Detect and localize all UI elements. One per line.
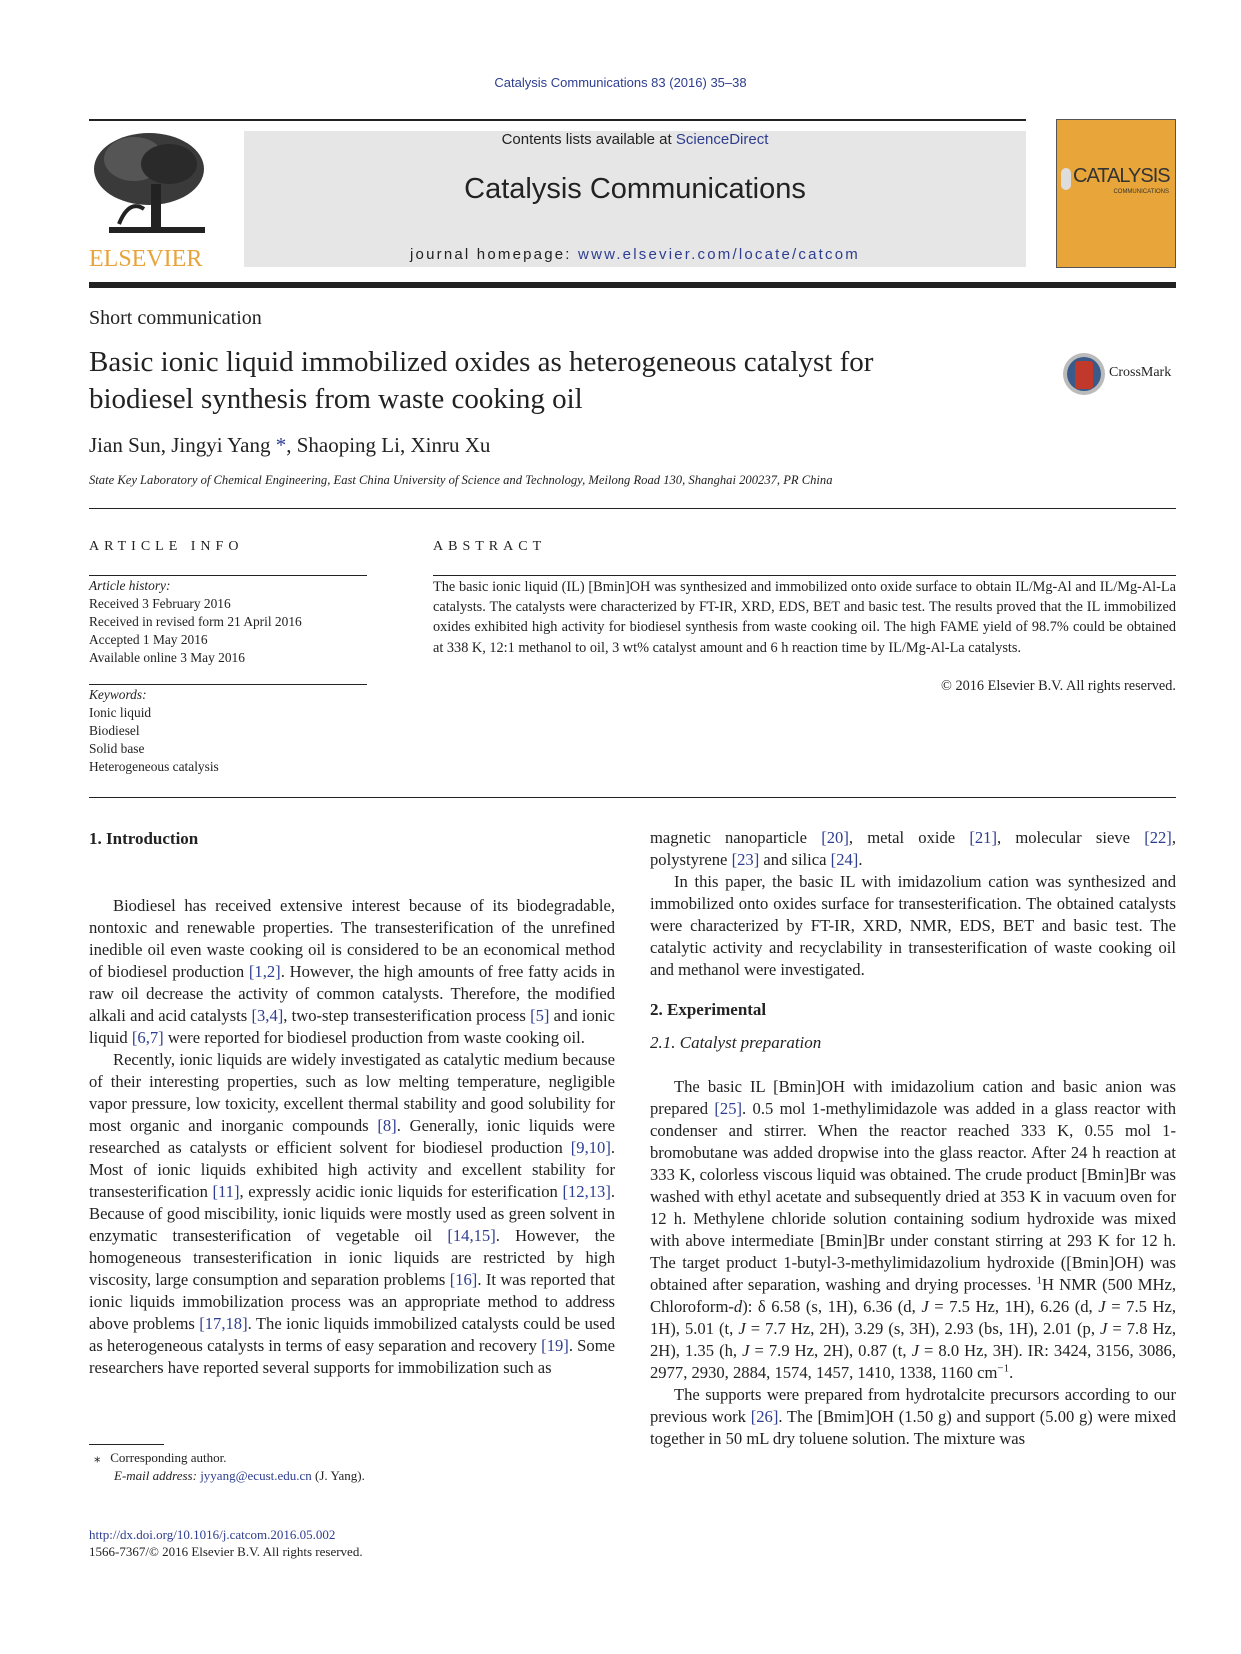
section-introduction-heading: 1. Introduction xyxy=(89,829,199,848)
footnote xyxy=(94,1449,365,1485)
text-run: . However, the high amounts of free fatty acids in raw oil decrease the activity of common catalysts. Therefore, the modified alkali and acid catalysts xyxy=(89,962,615,1025)
issn-line: 1566-7367/© 2016 Elsevier B.V. All rights reserved. xyxy=(89,1544,363,1559)
journal-name: Catalysis Communications xyxy=(464,173,806,205)
citation-link[interactable]: [11] xyxy=(212,1182,240,1201)
crossmark-icon xyxy=(1062,352,1106,396)
citation-link[interactable]: [16] xyxy=(449,1270,478,1289)
top-rule xyxy=(89,119,1026,121)
text-run: . Because of good miscibility, ionic liquids were mostly used as green solvent in enzymatic transesterification of vegetable oil xyxy=(89,1182,615,1245)
article-info-heading: ARTICLE INFO xyxy=(89,539,244,554)
crossmark-badge[interactable] xyxy=(1062,352,1176,396)
text-run: . 0.5 mol 1-methylimidazole was added in a glass reactor with condenser and stirrer. When the reactor reached 333 K, 0.55 mol 1-bromobutane was added dropwise into the glass reactor. After 24 h reaction at 333 K, colorless viscous liquid was obtained. The crude product [Bmin]Br was washed with ethyl acetate and subsequently dried at 353 K in vacuum oven for 12 h. Methylene chloride solution containing sodium hydroxide was mixed with above intermediate [Bmin]Br under constant stirring at 293 K for 12 h. The target product 1-butyl-3-methylimidazolium hydroxide ([Bmin]OH) was obtained after separation, washing and drying processes. xyxy=(650,1099,1177,1294)
citation-link[interactable]: [12,13] xyxy=(562,1182,611,1201)
article-title xyxy=(89,344,873,418)
text-run: ): δ 6.58 (s, 1H), 6.36 (d, xyxy=(742,1297,922,1316)
superscript: −1 xyxy=(997,1362,1010,1375)
keywords-label: Keywords: xyxy=(89,687,147,702)
paragraph xyxy=(650,1076,1176,1384)
citation-link[interactable]: [19] xyxy=(541,1336,569,1355)
email-link[interactable]: jyyang@ecust.edu.cn xyxy=(200,1468,312,1483)
history-item: Received in revised form 21 April 2016 xyxy=(89,614,302,629)
history-item: Available online 3 May 2016 xyxy=(89,650,245,665)
text-run: J xyxy=(1098,1297,1106,1316)
citation-link[interactable]: [20] xyxy=(821,828,849,847)
text-run: , expressly acidic ionic liquids for esterification xyxy=(239,1182,563,1201)
text-run: . xyxy=(858,850,863,869)
subsection-catalyst-preparation-heading: 2.1. Catalyst preparation xyxy=(650,1033,822,1052)
paragraph xyxy=(89,895,615,1049)
text-run: . Some researchers have reported several supports for immobilization such as xyxy=(89,1336,615,1377)
footnote-marker: ⁎ xyxy=(94,1450,101,1465)
divider xyxy=(89,575,367,576)
footnote-rule xyxy=(89,1444,164,1445)
header-thick-rule xyxy=(89,282,1176,288)
elsevier-logo[interactable] xyxy=(89,129,215,271)
text-run: J xyxy=(738,1319,746,1338)
text-run: . The [Bmim]OH (1.50 g) and support (5.00 g) were mixed together in 50 mL dry toluene solution. The mixture was xyxy=(650,1407,1177,1448)
text-run: . Most of ionic liquids exhibited high activity and excellent stability for transesterification xyxy=(89,1138,615,1201)
cover-ring-icon xyxy=(1061,168,1071,190)
doi-link[interactable]: http://dx.doi.org/10.1016/j.catcom.2016.05.002 xyxy=(89,1527,336,1542)
citation-link[interactable]: [3,4] xyxy=(251,1006,284,1025)
homepage-label: journal homepage: xyxy=(410,246,579,263)
text-run: J xyxy=(911,1341,919,1360)
text-run: and silica xyxy=(759,850,831,869)
citation-link[interactable]: [25] xyxy=(714,1099,743,1118)
divider xyxy=(433,575,1176,576)
text-run: J xyxy=(742,1341,750,1360)
text-run: and ionic liquid xyxy=(89,1006,616,1047)
text-run: = 7.5 Hz, 1H), 5.01 (t, xyxy=(650,1297,1176,1338)
journal-citation[interactable]: Catalysis Communications 83 (2016) 35–38 xyxy=(494,75,747,90)
text-run: Biodiesel has received extensive interest because of its biodegradable, nontoxic and renewable properties. The transesterification of the unrefined inedible oil even waste cooking oil is considered to be an economical method of biodiesel production xyxy=(89,896,615,981)
homepage-link[interactable]: www.elsevier.com/locate/catcom xyxy=(578,246,860,263)
abstract-heading: ABSTRACT xyxy=(433,539,547,554)
citation-link[interactable]: [21] xyxy=(969,828,997,847)
corresponding-author-link[interactable]: * xyxy=(275,433,287,457)
email-label: E-mail address: xyxy=(114,1468,201,1483)
history-item: Accepted 1 May 2016 xyxy=(89,632,208,647)
divider xyxy=(89,508,1176,509)
introduction-body xyxy=(89,895,615,1379)
text-run: J xyxy=(921,1297,929,1316)
sciencedirect-link[interactable]: ScienceDirect xyxy=(675,131,769,148)
text-run: . Generally, ionic liquids were researched as catalysts or efficient solvent for biodiesel production xyxy=(89,1116,615,1157)
text-run: Recently, ionic liquids are widely investigated as catalytic medium because of their interesting properties, such as low melting temperature, negligible vapor pressure, low toxicity, excellent thermal stability and good solubility for most organic and inorganic compounds xyxy=(89,1050,615,1135)
text-run: = 7.9 Hz, 2H), 0.87 (t, xyxy=(749,1341,912,1360)
crossmark-label: CrossMark xyxy=(1109,365,1172,380)
superscript: 1 xyxy=(1036,1274,1042,1287)
text-run: = 7.7 Hz, 2H), 3.29 (s, 3H), 2.93 (bs, 1H), 2.01 (p, xyxy=(745,1319,1100,1338)
history-item: Received 3 February 2016 xyxy=(89,596,231,611)
paragraph xyxy=(650,871,1176,981)
citation-link[interactable]: [14,15] xyxy=(447,1226,496,1245)
homepage-line xyxy=(244,246,1026,263)
citation-link[interactable]: [24] xyxy=(830,850,859,869)
footnote-text: Corresponding author. xyxy=(110,1450,227,1465)
citation-link[interactable]: [9,10] xyxy=(570,1138,611,1157)
abstract-text: The basic ionic liquid (IL) [Bmin]OH was synthesized and immobilized onto oxide surface to obtain IL/Mg-Al and IL/Mg-Al-La catalysts. The catalysts were characterized by FT-IR, XRD, EDS, BET and basic test. The results proved that the IL immobilized oxides exhibited high activity for biodiesel synthesis from waste cooking oil. The high FAME yield of 98.7% could be obtained at 338 K, 12:1 methanol to oil, 3 wt% catalyst amount and 6 h reaction time by IL/Mg-Al-La catalysts. xyxy=(433,579,1176,656)
contents-label: Contents lists available at xyxy=(501,131,676,148)
article-history xyxy=(89,577,369,667)
article-type: Short communication xyxy=(89,307,262,329)
citation-link[interactable]: [17,18] xyxy=(199,1314,248,1333)
right-column-body xyxy=(650,827,1176,1450)
cover-subtitle: COMMUNICATIONS xyxy=(1113,189,1169,195)
text-run: magnetic nanoparticle xyxy=(650,828,822,847)
keyword: Ionic liquid xyxy=(89,705,152,720)
citation-link[interactable]: [1,2] xyxy=(248,962,281,981)
contents-line xyxy=(244,131,1026,148)
abstract-copyright: © 2016 Elsevier B.V. All rights reserved. xyxy=(941,678,1176,694)
section-experimental-heading: 2. Experimental xyxy=(650,1000,767,1019)
title-line: Basic ionic liquid immobilized oxides as heterogeneous catalyst for xyxy=(89,346,874,378)
citation-link[interactable]: [8] xyxy=(377,1116,397,1135)
text-run: . However, the homogeneous transesterification in ionic liquids are restricted by high viscosity, large consumption and separation problems xyxy=(89,1226,615,1289)
text-run: d xyxy=(733,1297,743,1316)
keyword: Solid base xyxy=(89,741,145,756)
keyword: Biodiesel xyxy=(89,723,140,738)
journal-header-box xyxy=(244,131,1026,267)
title-line: biodiesel synthesis from waste cooking oil xyxy=(89,383,583,415)
citation-link[interactable]: [23] xyxy=(731,850,760,869)
elsevier-wordmark: ELSEVIER xyxy=(89,246,203,272)
elsevier-tree-icon xyxy=(89,129,215,239)
paragraph xyxy=(650,1384,1176,1450)
text-run: = 8.0 Hz, 3H). IR: 3424, 3156, 3086, 2977, 2930, 2884, 1574, 1457, 1410, 1338, 1160 cm xyxy=(650,1341,1176,1382)
text-run: were reported for biodiesel production from waste cooking oil. xyxy=(163,1028,585,1047)
author-names: , Shaoping Li, Xinru Xu xyxy=(286,433,491,457)
keyword: Heterogeneous catalysis xyxy=(89,759,219,774)
divider xyxy=(89,684,367,685)
text-run: , molecular sieve xyxy=(997,828,1145,847)
citation-link[interactable]: [26] xyxy=(750,1407,779,1426)
text-run: . xyxy=(1009,1363,1014,1382)
citation-link[interactable]: [5] xyxy=(530,1006,550,1025)
divider xyxy=(89,797,1176,798)
text-run: . The ionic liquids immobilized catalysts could be used as heterogeneous catalysts in terms of easy separation and recovery xyxy=(89,1314,615,1355)
keywords xyxy=(89,686,369,776)
text-run: = 7.8 Hz, 2H), 1.35 (h, xyxy=(650,1319,1176,1360)
footer xyxy=(89,1526,363,1560)
text-run: , metal oxide xyxy=(848,828,970,847)
text-run: The supports were prepared from hydrotalcite precursors according to our previous work xyxy=(650,1385,1176,1426)
journal-cover[interactable] xyxy=(1056,119,1176,268)
paragraph xyxy=(89,1049,615,1379)
author-names: Jian Sun, Jingyi Yang xyxy=(89,433,276,457)
cover-title: CATALYSIS xyxy=(1073,165,1170,187)
citation-link[interactable]: [6,7] xyxy=(131,1028,164,1047)
text-run: = 7.5 Hz, 1H), 6.26 (d, xyxy=(928,1297,1099,1316)
authors xyxy=(89,433,490,458)
paragraph xyxy=(650,827,1176,871)
text-run: . It was reported that ionic liquids immobilization process was an appropriate method to address above problems xyxy=(89,1270,615,1333)
text-run: H NMR (500 MHz, Chloroform- xyxy=(650,1275,1177,1316)
text-run: , polystyrene xyxy=(650,828,1176,869)
email-suffix: (J. Yang). xyxy=(311,1468,365,1483)
text-run: The basic IL [Bmin]OH with imidazolium cation and basic anion was prepared xyxy=(650,1077,1176,1118)
text-run: In this paper, the basic IL with imidazolium cation was synthesized and immobilized onto oxides surface for transesterification. The obtained catalysts were characterized by FT-IR, XRD, NMR, EDS, BET and basic test. The catalytic activity and recyclability in transesterification of waste cooking oil and methanol were investigated. xyxy=(650,872,1176,979)
affiliation: State Key Laboratory of Chemical Engineering, East China University of Science and Technology, Meilong Road 130, Shanghai 200237, PR China xyxy=(89,473,833,487)
citation-link[interactable]: [22] xyxy=(1144,828,1172,847)
text-run: J xyxy=(1099,1319,1108,1338)
text-run: , two-step transesterification process xyxy=(283,1006,531,1025)
history-label: Article history: xyxy=(89,578,171,593)
